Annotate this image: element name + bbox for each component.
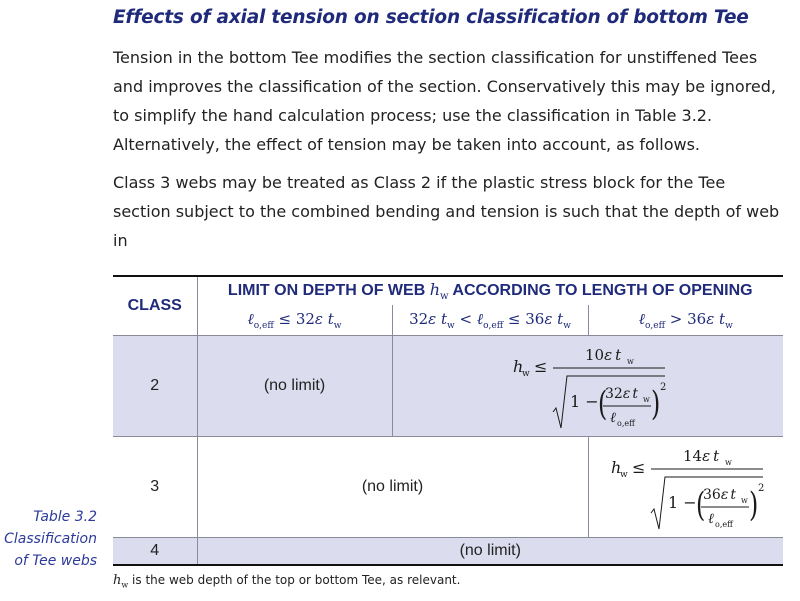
svg-text:≤: ≤ [631,458,645,477]
svg-text:(: ( [597,383,607,424]
class-column-header: CLASS [113,276,197,336]
class-2-formula [392,336,783,437]
table-row-class-3 [113,437,783,538]
svg-text:w: w [626,357,634,366]
svg-text:ℓ: ℓ [609,410,616,426]
paragraph-1: Tension in the bottom Tee modifies the section classification for unstiffened Tees and improves the classification of the section. Conservatively this may be ignored, to simplify the hand calculation process; use the classification in Table 3.2. Alternatively, the effect of tension may be taken into account, as follows. [113,48,777,154]
svg-text:10εt: 10ε t [584,346,621,364]
svg-text:32εt: 32ε t [604,386,638,402]
svg-text:≤: ≤ [533,357,547,376]
svg-text:o,eff: o,eff [714,520,733,529]
class-2-range-1-value: (no limit) [197,336,392,437]
class-4-range-value: (no limit) [197,538,783,565]
svg-text:2: 2 [757,483,764,494]
svg-text:14εt: 14ε t [682,447,719,465]
svg-text:1 −: 1 − [569,392,599,411]
class-2-limit: 32 [604,386,623,402]
class-2-label: 2 [113,336,197,437]
footnote-subscript: w [121,580,129,590]
svg-text:w: w [740,496,748,505]
svg-text:36εt: 36ε t [702,487,736,503]
svg-text:w: w [619,470,628,480]
class-3-formula [588,437,783,538]
class-2-formula-svg [393,336,784,436]
table-header-row [113,276,783,305]
svg-text:w: w [724,458,732,467]
svg-text:h: h [512,357,523,376]
limit-column-header [197,276,783,305]
class-2-coef: 10 [584,346,604,364]
range-1-header: ℓ$_{o,eff}$ ≤ 32ε $t_w$ [197,305,392,336]
class-4-label: 4 [113,538,197,565]
limit-header-post: ACCORDING TO LENGTH OF OPENING [448,281,753,299]
table-caption [0,506,97,572]
table-subheader-row [113,305,783,336]
svg-text:w: w [521,369,530,379]
class-3-coef: 14 [682,447,702,465]
limit-header-pre: LIMIT ON DEPTH OF WEB [227,281,430,299]
caption-line-1: Table 3.2 [33,509,97,525]
class-3-range-value: (no limit) [197,437,588,538]
class-3-limit: 36 [702,487,721,503]
class-3-label: 3 [113,437,197,538]
footnote-symbol: h [113,573,122,588]
table-row-class-2 [113,336,783,437]
svg-text:): ) [650,383,660,424]
range-2-header: 32ε $t_w$ < ℓ$_{o,eff}$ ≤ 36ε $t_w$ [392,305,588,336]
footnote-text: is the web depth of the top or bottom Tee, as relevant. [128,573,461,587]
svg-text:2: 2 [659,382,666,393]
svg-text:(: ( [695,484,705,525]
section-heading: Effects of axial tension on section classification of bottom Tee [113,7,749,28]
svg-text:ℓ: ℓ [707,511,714,527]
range-3-header: ℓ$_{o,eff}$ > 36ε $t_w$ [588,305,783,336]
classification-table [113,275,783,566]
limit-header-subscript: w [440,291,449,303]
table-row-class-4 [113,538,783,565]
svg-text:1 −: 1 − [667,493,697,512]
paragraph-2: Class 3 webs may be treated as Class 2 if the plastic stress block for the Tee section subject to the combined bending and tension is such that the depth of web in [113,173,780,250]
table-footnote [113,573,460,589]
svg-text:h: h [610,458,621,477]
caption-line-2: Classification [4,531,97,547]
limit-header-symbol: h [429,279,440,299]
svg-text:w: w [642,395,650,404]
class-3-formula-svg [589,437,784,537]
svg-text:o,eff: o,eff [616,419,635,428]
caption-line-3: of Tee webs [14,553,97,569]
svg-text:): ) [748,484,758,525]
